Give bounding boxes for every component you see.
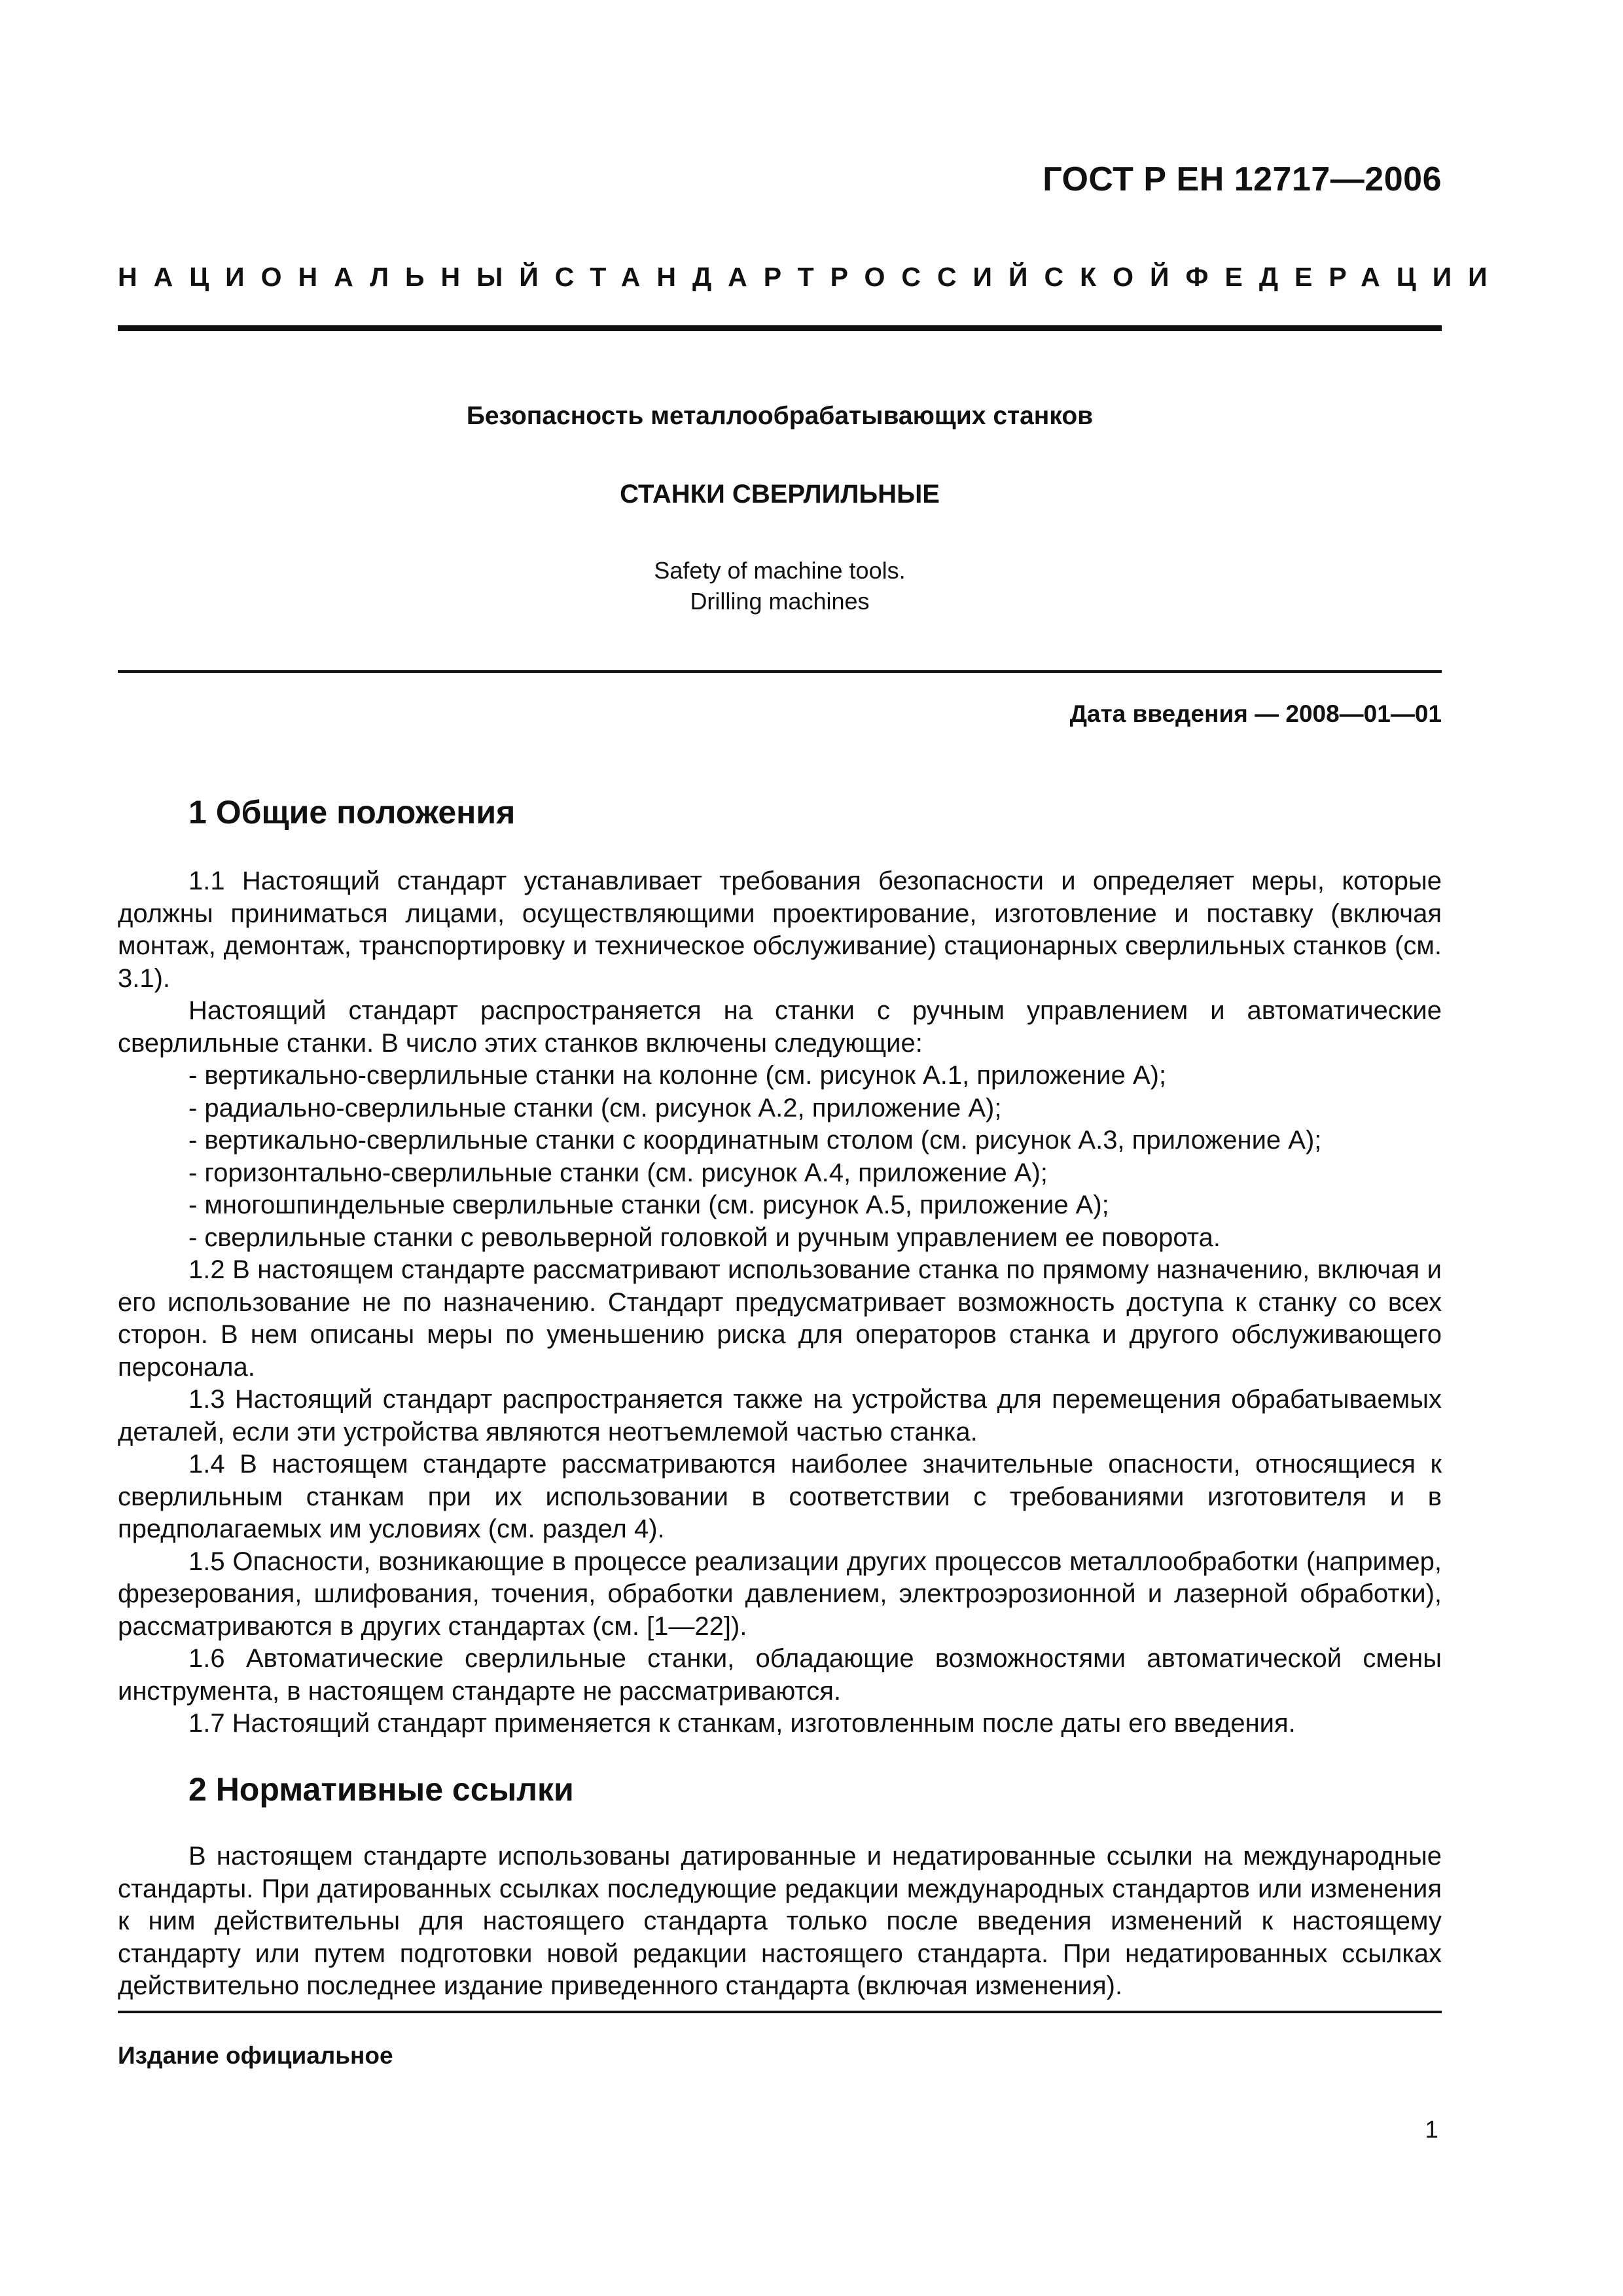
- section-2-body: [118, 1840, 1442, 2003]
- section-1-heading: 1 Общие положения: [188, 794, 516, 831]
- list-item: - вертикально-сверлильные станки на колонне (см. рисунок А.1, приложение А);: [188, 1061, 1167, 1090]
- national-title-word: ФЕДЕРАЦИИ: [1185, 262, 1504, 292]
- national-standard-title: [118, 262, 1504, 293]
- list-item: - сверлильные станки с револьверной головкой и ручным управлением ее поворота.: [188, 1223, 1221, 1252]
- list-item: - горизонтально-сверлильные станки (см. рисунок А.4, приложение А);: [188, 1158, 1048, 1187]
- english-title-line-1: Safety of machine tools.: [654, 557, 906, 584]
- national-title-word: СТАНДАРТ: [554, 262, 830, 292]
- list-item: - вертикально-сверлильные станки с координатным столом (см. рисунок А.3, приложение А);: [188, 1126, 1322, 1155]
- header-divider: [118, 325, 1442, 331]
- paragraph-1-1: 1.1 Настоящий стандарт устанавливает требования безопасности и определяет меры, которые должны приниматься лицами, осуществляющими проектирование, изготовление и поставку (включая монтаж, демонтаж, транспортировку и техническое обслуживание) стационарных сверлильных станков (см. 3.1).: [118, 867, 1442, 993]
- paragraph-1-3: 1.3 Настоящий стандарт распространяется также на устройства для перемещения обрабатываемых деталей, если эти устройства являются неотъемлемой частью станка.: [118, 1385, 1442, 1446]
- paragraph-scope: Настоящий стандарт распространяется на станки с ручным управлением и автоматические сверлильные станки. В число этих станков включены следующие:: [118, 996, 1442, 1058]
- title-divider: [118, 670, 1442, 673]
- list-item: - многошпиндельные сверлильные станки (см. рисунок А.5, приложение А);: [188, 1191, 1109, 1219]
- footer-divider: [118, 2011, 1442, 2013]
- national-title-word: НАЦИОНАЛЬНЫЙ: [118, 262, 555, 292]
- list-item: - радиально-сверлильные станки (см. рисунок А.2, приложение А);: [188, 1093, 1002, 1122]
- paragraph-1-2: 1.2 В настоящем стандарте рассматривают использование станка по прямому назначению, включая и его использование не по назначению. Стандарт предусматривает возможность доступа к станку со всех сторон. В нем описаны меры по уменьшению риска для операторов станка и другого обслуживающего персонала.: [118, 1255, 1442, 1382]
- effective-date: Дата введения — 2008—01—01: [1069, 700, 1442, 727]
- paragraph-2-1: В настоящем стандарте использованы датированные и недатированные ссылки на международные стандарты. При датированных ссылках последующие редакции международных стандартов или изменения к ним действительны для настоящего стандарта только после введения изменений к настоящему стандарту или путем подготовки новой редакции настоящего стандарта. При недатированных ссылках действительно последнее издание приведенного стандарта (включая изменения).: [118, 1842, 1442, 2000]
- paragraph-1-4: 1.4 В настоящем стандарте рассматриваются наиболее значительные опасности, относящиеся к сверлильным станкам при их использовании в соответствии с требованиями изготовителя и в предполагаемых им условиях (см. раздел 4).: [118, 1450, 1442, 1543]
- document-subtitle: Безопасность металлообрабатывающих станков: [466, 402, 1094, 430]
- document-main-title: СТАНКИ СВЕРЛИЛЬНЫЕ: [620, 480, 940, 509]
- section-2-heading: 2 Нормативные ссылки: [188, 1771, 574, 1808]
- english-title-line-2: Drilling machines: [690, 588, 870, 615]
- paragraph-1-7: 1.7 Настоящий стандарт применяется к станкам, изготовленным после даты его введения.: [188, 1709, 1296, 1738]
- document-code: ГОСТ Р ЕН 12717—2006: [1043, 160, 1442, 198]
- section-1-body: [118, 865, 1442, 1740]
- edition-label: Издание официальное: [118, 2042, 393, 2069]
- national-title-word: РОССИЙСКОЙ: [830, 262, 1186, 292]
- paragraph-1-6: 1.6 Автоматические сверлильные станки, обладающие возможностями автоматической смены инструмента, в настоящем стандарте не рассматриваются.: [118, 1644, 1442, 1706]
- page-number: 1: [1425, 2116, 1438, 2143]
- paragraph-1-5: 1.5 Опасности, возникающие в процессе реализации других процессов металлообработки (например, фрезерования, шлифования, точения, обработки давлением, электроэрозионной и лазерной обработки), рассматриваются в других стандартах (см. [1—22]).: [118, 1547, 1442, 1641]
